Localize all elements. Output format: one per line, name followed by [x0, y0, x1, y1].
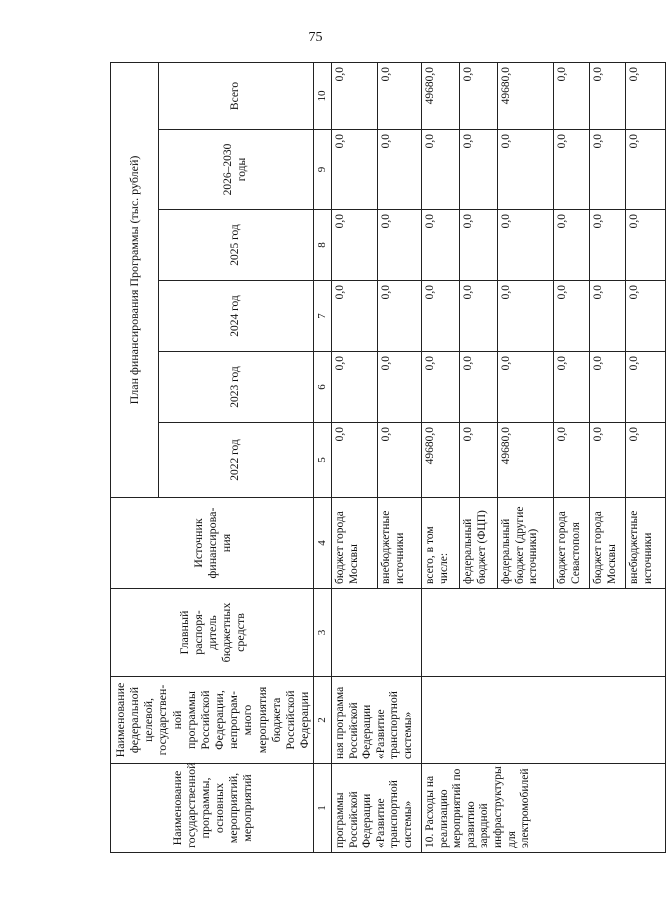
- value-2026-2030: 0,0: [422, 130, 460, 210]
- value-2026-2030: 0,0: [378, 130, 422, 210]
- value-2023: 0,0: [332, 352, 378, 423]
- col-number: 7: [314, 281, 332, 352]
- value-2024: 0,0: [498, 281, 554, 352]
- header-2022: 2022 год: [158, 423, 313, 498]
- value-2023: 0,0: [626, 352, 666, 423]
- value-2026-2030: 0,0: [590, 130, 626, 210]
- manager-cell: [422, 589, 666, 677]
- header-col4: Источник финансирова-ния: [111, 498, 314, 589]
- value-total: 49680,0: [498, 62, 554, 129]
- header-2025: 2025 год: [158, 210, 313, 281]
- page-number: 75: [308, 30, 323, 45]
- value-2025: 0,0: [590, 210, 626, 281]
- value-2024: 0,0: [378, 281, 422, 352]
- value-2024: 0,0: [554, 281, 590, 352]
- source-cell: бюджет города Севастополя: [554, 498, 590, 589]
- value-2023: 0,0: [554, 352, 590, 423]
- value-2025: 0,0: [422, 210, 460, 281]
- col-number: 10: [314, 62, 332, 129]
- value-2025: 0,0: [626, 210, 666, 281]
- federal-program-cell: [422, 677, 666, 764]
- value-2022: 0,0: [332, 423, 378, 498]
- col-number: 2: [314, 677, 332, 764]
- header-2026-2030: 2026–2030 годы: [158, 130, 313, 210]
- value-total: 0,0: [460, 62, 498, 129]
- rotated-table-container: [110, 63, 654, 853]
- col-number: 6: [314, 352, 332, 423]
- value-2026-2030: 0,0: [498, 130, 554, 210]
- value-2025: 0,0: [378, 210, 422, 281]
- header-total: Всего: [158, 62, 313, 129]
- source-cell: бюджет города Москвы: [332, 498, 378, 589]
- value-2026-2030: 0,0: [332, 130, 378, 210]
- manager-cell: [332, 589, 422, 677]
- program-name-cell: программы Российской Федерации «Развитие транспортной системы»: [332, 764, 422, 853]
- financing-table: [110, 62, 666, 853]
- value-total: 0,0: [626, 62, 666, 129]
- value-2022: 0,0: [626, 423, 666, 498]
- value-2022: 0,0: [460, 423, 498, 498]
- table-row: [422, 62, 460, 852]
- value-2024: 0,0: [626, 281, 666, 352]
- header-2024: 2024 год: [158, 281, 313, 352]
- value-2026-2030: 0,0: [554, 130, 590, 210]
- header-col2: Наименование федеральной целевой, государствен-ной программы Российской Федерации, непрограм-много мероприятия бюджета Российской Федерации: [111, 677, 314, 764]
- value-2022: 0,0: [590, 423, 626, 498]
- value-2025: 0,0: [332, 210, 378, 281]
- value-2025: 0,0: [498, 210, 554, 281]
- value-2023: 0,0: [498, 352, 554, 423]
- column-number-row: [314, 62, 332, 852]
- source-cell: внебюджетные источники: [626, 498, 666, 589]
- col-number: 8: [314, 210, 332, 281]
- value-2023: 0,0: [460, 352, 498, 423]
- federal-program-cell: ная программа Российской Федерации «Развитие транспортной системы»: [332, 677, 422, 764]
- value-total: 0,0: [590, 62, 626, 129]
- source-cell: внебюджетные источники: [378, 498, 422, 589]
- value-2023: 0,0: [422, 352, 460, 423]
- value-total: 49680,0: [422, 62, 460, 129]
- header-2023: 2023 год: [158, 352, 313, 423]
- value-2023: 0,0: [590, 352, 626, 423]
- header-row: [111, 62, 159, 852]
- value-2022: 49680,0: [498, 423, 554, 498]
- col-number: 4: [314, 498, 332, 589]
- value-total: 0,0: [332, 62, 378, 129]
- value-2024: 0,0: [590, 281, 626, 352]
- value-total: 0,0: [554, 62, 590, 129]
- source-cell: федеральный бюджет (другие источники): [498, 498, 554, 589]
- source-cell: федеральный бюджет (ФЦП): [460, 498, 498, 589]
- value-2022: 0,0: [554, 423, 590, 498]
- value-2026-2030: 0,0: [460, 130, 498, 210]
- value-2025: 0,0: [460, 210, 498, 281]
- col-number: 1: [314, 764, 332, 853]
- source-cell: всего, в том числе:: [422, 498, 460, 589]
- col-number: 9: [314, 130, 332, 210]
- value-total: 0,0: [378, 62, 422, 129]
- value-2022: 49680,0: [422, 423, 460, 498]
- value-2022: 0,0: [378, 423, 422, 498]
- value-2023: 0,0: [378, 352, 422, 423]
- header-plan: План финансирования Программы (тыс. рублей): [111, 62, 159, 497]
- source-cell: бюджет города Москвы: [590, 498, 626, 589]
- col-number: 3: [314, 589, 332, 677]
- header-col1: Наименование государственной программы, основных мероприятий, мероприятий: [111, 764, 314, 853]
- header-col3: Главный распоря-дитель бюджетных средств: [111, 589, 314, 677]
- value-2024: 0,0: [332, 281, 378, 352]
- value-2024: 0,0: [422, 281, 460, 352]
- value-2025: 0,0: [554, 210, 590, 281]
- program-name-cell: 10. Расходы на реализацию мероприятий по развитию зарядной инфраструктуры для электромобилей: [422, 764, 666, 853]
- value-2024: 0,0: [460, 281, 498, 352]
- table-row: [332, 62, 378, 852]
- col-number: 5: [314, 423, 332, 498]
- value-2026-2030: 0,0: [626, 130, 666, 210]
